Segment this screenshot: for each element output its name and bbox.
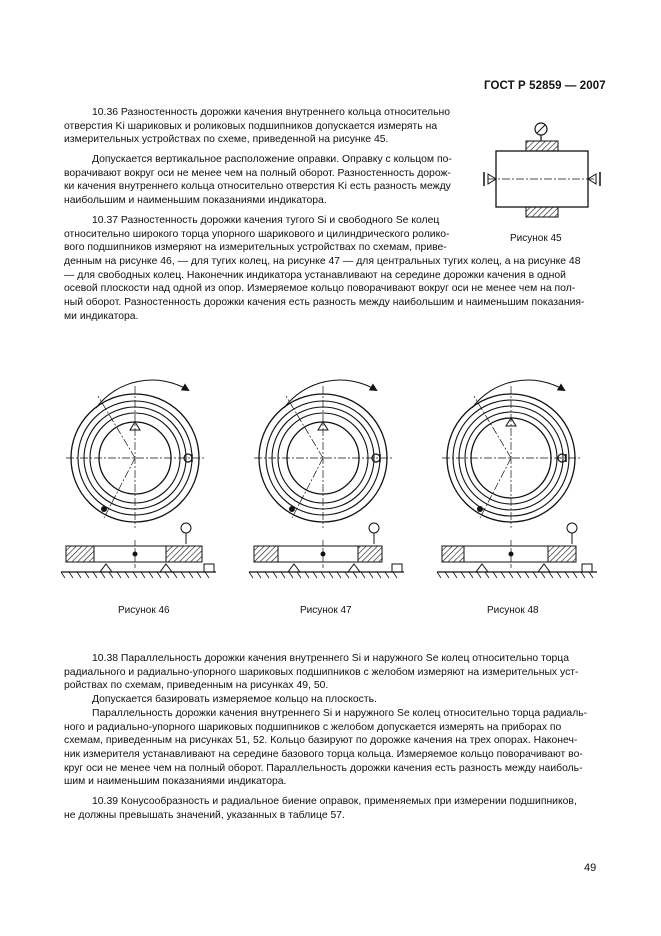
- text-line: ник измерителя устанавливают на середине базового торца кольца. Измеряемое кольцо поворачивают во-: [64, 748, 583, 760]
- text-line: — для свободных колец. Наконечник индикатора устанавливают на середине дорожки качения в одной: [64, 269, 566, 281]
- figure-46-drawing: [61, 380, 216, 578]
- text-line: наибольшим и наименьшим показаниями индикатора.: [64, 195, 327, 207]
- para-10-37-b: [64, 255, 600, 324]
- text-line: не должны превышать значений, указанных в таблице 57.: [64, 809, 345, 821]
- text-line: ки качения внутреннего кольца относительно отверстия Ki есть разность между: [64, 181, 451, 193]
- figure-48-drawing: [437, 380, 597, 578]
- text-line: Допускается вертикальное расположение оправки. Оправку с кольцом по-: [92, 154, 452, 165]
- text-line: 10.39 Конусообразность и радиальное биение оправок, применяемых при измерении подшипников,: [92, 796, 577, 807]
- page-number: 49: [584, 862, 597, 874]
- text-line: ми индикатора.: [64, 310, 139, 322]
- figure-45-diagram: [478, 112, 608, 230]
- figure-47-drawing: [249, 380, 404, 578]
- text-line: радиального и радиально-упорного шариковых подшипников с желобом измеряют на измерительных уст-: [64, 666, 579, 678]
- text-line: осевой плоскости над одной из опор. Измеряемое кольцо поворачивают вокруг оси не менее чем на пол-: [64, 283, 576, 295]
- text-line: вого подшипников измеряют на измерительных устройствах по схемам, приве-: [64, 242, 447, 254]
- text-line: ный оборот. Разностенность дорожки качения есть разность между наибольшим и наименьшим показания-: [64, 297, 585, 309]
- text-line: отверстия Ki шариковых и роликовых подшипников допускается измерять на: [64, 120, 438, 132]
- text-line: ного и радиально-упорного шариковых подшипников с желобом допускается измерять на приборах по: [64, 721, 562, 733]
- text-line: Параллельность дорожки качения внутреннего Si и наружного Se колец относительно торца радиаль-: [92, 707, 588, 719]
- figure-47-caption: Рисунок 47: [300, 605, 352, 616]
- text-line: денным на рисунке 46, — для тугих колец, на рисунке 47 — для центральных тугих колец, а на рисунке 48: [64, 256, 581, 267]
- text-line: ворачивают вокруг оси не менее чем на полный оборот. Разностенность дорож-: [64, 167, 451, 179]
- figure-46-caption: Рисунок 46: [118, 605, 170, 616]
- text-line: схемам, приведенным на рисунках 51, 52. Кольцо базируют по дорожке качения на трех опорах. Наконеч-: [64, 735, 578, 747]
- document-header: ГОСТ Р 52859 — 2007: [484, 80, 606, 92]
- para-10-36-b: [64, 153, 462, 208]
- para-10-37: [64, 214, 462, 255]
- para-10-39: [64, 795, 600, 822]
- text-line: Допускается базировать измеряемое кольцо на плоскость.: [92, 694, 377, 706]
- para-10-36: [64, 106, 462, 147]
- figure-48-caption: Рисунок 48: [487, 605, 539, 616]
- text-line: относительно широкого торца упорного шарикового и цилиндрического ролико-: [64, 228, 450, 240]
- text-line: 10.38 Параллельность дорожки качения внутреннего Si и наружного Se колец относительно торца: [92, 653, 569, 664]
- text-line: шим и наименьшим показаниями индикатора.: [64, 776, 287, 788]
- text-line: 10.37 Разностенность дорожки качения тугого Si и свободного Se колец: [92, 215, 440, 226]
- text-line: 10.36 Разностенность дорожки качения внутреннего кольца относительно: [92, 107, 451, 118]
- figures-46-48-diagram: [56, 368, 616, 588]
- text-line: измерительных устройствах по схеме, приведенной на рисунке 45.: [64, 134, 389, 146]
- text-line: круг оси не менее чем на полный оборот. Параллельность дорожки качения есть разность между наиболь-: [64, 762, 583, 774]
- para-10-38: [64, 652, 600, 789]
- text-line: ройствах по схемам, приведенным на рисунках 49, 50.: [64, 680, 329, 692]
- figure-45-caption: Рисунок 45: [510, 233, 562, 244]
